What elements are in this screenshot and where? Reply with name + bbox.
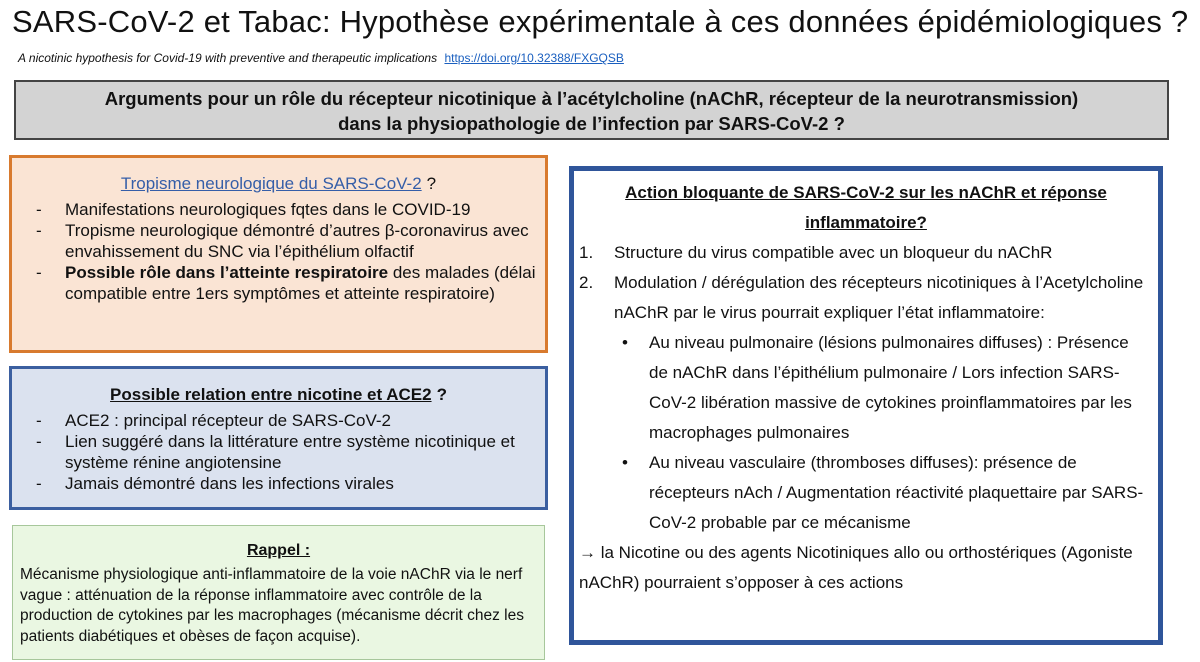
ace2-title-text: Possible relation entre nicotine et ACE2 <box>110 385 432 404</box>
action-title <box>574 178 1158 238</box>
item-number: 2. <box>579 273 594 292</box>
action-body <box>574 238 1158 598</box>
action-box <box>569 166 1163 645</box>
ace2-qmark: ? <box>436 385 447 404</box>
numbered-item <box>574 238 1158 268</box>
page-title: SARS-CoV-2 et Tabac: Hypothèse expérimentale à ces données épidémiologiques ? <box>12 4 1189 39</box>
banner-line-1: Arguments pour un rôle du récepteur nicotinique à l’acétylcholine (nAChR, récepteur de la neurotransmission) <box>104 88 1079 109</box>
list-item: - Jamais démontré dans les infections virales <box>12 473 545 494</box>
action-conclusion: → la Nicotine ou des agents Nicotiniques allo ou orthostériques (Agoniste nAChR) pourraient s’opposer à ces actions <box>579 543 1133 592</box>
banner-line-2: dans la physiopathologie de l’infection par SARS-CoV-2 ? <box>338 113 845 134</box>
tropism-qmark: ? <box>426 174 437 193</box>
list-item: - Lien suggéré dans la littérature entre système nicotinique et système rénine angiotensine <box>12 431 545 473</box>
tropism-box <box>9 155 548 353</box>
list-item: - ACE2 : principal récepteur de SARS-CoV-2 <box>12 410 545 431</box>
subtitle <box>18 51 624 65</box>
rappel-title: Rappel : <box>246 542 311 559</box>
arguments-banner <box>14 80 1169 140</box>
doi-link[interactable]: https://doi.org/10.32388/FXGQSB <box>444 51 624 65</box>
bullet-text: Au niveau vasculaire (thromboses diffuses): présence de récepteurs nAch / Augmentation réactivité plaquettaire par SARS-CoV-2 probable par ce mécanisme <box>649 453 1144 532</box>
item-number: 1. <box>579 243 594 262</box>
list-item: - Manifestations neurologiques fqtes dans le COVID-19 <box>12 199 545 220</box>
tropism-list <box>12 199 545 304</box>
bullet-icon: • <box>622 453 628 472</box>
rappel-box <box>12 525 545 660</box>
tropism-item-rest: des malades (délai compatible entre 1ers symptômes et atteinte respiratoire) <box>65 263 536 303</box>
list-item <box>12 262 545 304</box>
ace2-title <box>12 384 545 406</box>
bullet-item <box>574 448 1158 538</box>
item-text: Modulation / dérégulation des récepteurs nicotiniques à l’Acetylcholine nAChR par le virus pourrait expliquer l’état inflammatoire: <box>614 273 1144 322</box>
rappel-text: Mécanisme physiologique anti-inflammatoire de la voie nAChR via le nerf vague : atténuation de la réponse inflammatoire avec contrôle de la production de cytokines par les macrophages (mécanisme décrit chez les patients diabétiques et obèses de façon acquise). <box>20 566 524 645</box>
bullet-item <box>574 328 1158 448</box>
action-title-line-1: Action bloquante de SARS-CoV-2 sur les nAChR et réponse <box>625 183 1107 202</box>
ace2-list <box>12 410 545 494</box>
list-item: - Tropisme neurologique démontré d’autres β-coronavirus avec envahissement du SNC via l’épithélium olfactif <box>12 220 545 262</box>
tropism-item-bold: Possible rôle dans l’atteinte respiratoire <box>65 263 389 282</box>
subtitle-text: A nicotinic hypothesis for Covid-19 with preventive and therapeutic implications <box>18 51 438 65</box>
item-text: Structure du virus compatible avec un bloqueur du nAChR <box>614 243 1053 262</box>
tropism-title <box>12 173 545 195</box>
ace2-box <box>9 366 548 510</box>
bullet-text: Au niveau pulmonaire (lésions pulmonaires diffuses) : Présence de nAChR dans l’épithélium pulmonaire / Lors infection SARS-CoV-2 libération massive de cytokines proinflammatoires par les macrophages pulmonaires <box>649 333 1132 442</box>
bullet-icon: • <box>622 333 628 352</box>
tropism-title-text: Tropisme neurologique du SARS-CoV-2 <box>120 174 422 193</box>
numbered-item <box>574 268 1158 328</box>
action-title-line-2: inflammatoire? <box>805 213 927 232</box>
